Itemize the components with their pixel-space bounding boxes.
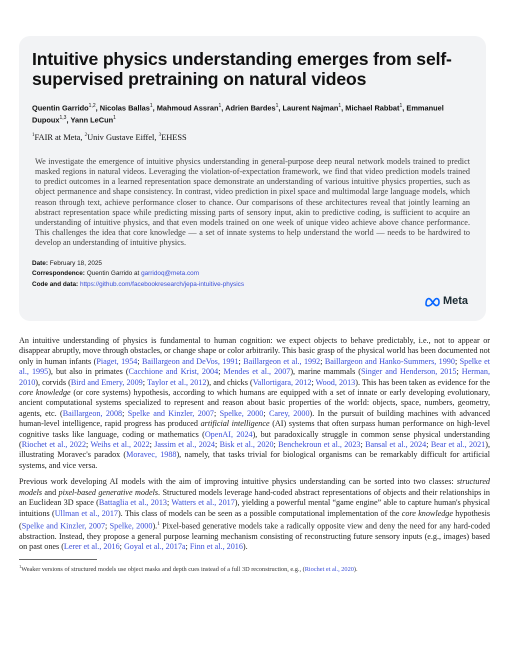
citation[interactable]: Bisk et al., 2020 bbox=[219, 440, 274, 450]
citation[interactable]: Vallortigara, 2012 bbox=[252, 377, 312, 387]
affiliation: FAIR at Meta bbox=[34, 132, 81, 142]
correspondence-label: Correspondence: bbox=[32, 270, 85, 278]
author-affil-mark: 1,3 bbox=[59, 115, 67, 122]
code-link[interactable]: https://github.com/facebookresearch/jepa-intuitive-physics bbox=[79, 280, 245, 288]
author-affil-mark: 1 bbox=[149, 103, 153, 109]
citation[interactable]: Moravec, 1988 bbox=[126, 450, 177, 460]
citation[interactable]: Weihs et al., 2022 bbox=[90, 440, 150, 450]
citation[interactable]: Ullman et al., 2017 bbox=[54, 508, 118, 518]
paper-metadata bbox=[32, 259, 473, 291]
paragraph-1: An intuitive understanding of physics is fundamental to human cognition: we expect objects to behave predictably, i.e., not to appear or disappear abruptly, move through obstacles, or change shape or color arbitrarily. This basic grasp of the physical world has been documented not only in human infants (Piaget, 1954; Baillargeon and DeVos, 1991; Baillargeon et al., 1992; Baillargeon and Hanko-Summers, 1990; Spelke et al., 1995), but also in primates (Cacchione and Krist, 2004; Mendes et al., 2007), marine mammals (Singer and Henderson, 2015; Herman, 2010), corvids (Bird and Emery, 2009; Taylor et al., 2012), and chicks (Vallortigara, 2012; Wood, 2013). This has been taken as evidence for the core knowledge (or core systems) hypothesis, according to which humans are equipped with a set of innate or early developing evolutionary, ancient computational systems specialized to represent and reason about basic properties of the world: objects, space, numbers, geometry, agents, etc. (Baillargeon, 2008; Spelke and Kinzler, 2007; Spelke, 2000; Carey, 2000). In the pursuit of building machines with advanced human-level intelligence, rapid progress has produced artificial intelligence (AI) systems that often surpass human performance on high-level cognitive tasks like language, coding or mathematics (OpenAI, 2024), but paradoxically struggle in common sense physical understanding (Riochet et al., 2022; Weihs et al., 2022; Jassim et al., 2024; Bisk et al., 2020; Benchekroun et al., 2023; Bansal et al., 2024; Bear et al., 2021), illustrating Moravec's paradox (Moravec, 1988), namely, that tasks trivial for biological organisms can be remarkably difficult for artificial systems, and vice versa. bbox=[19, 336, 491, 470]
citation[interactable]: Finn et al., 2016 bbox=[189, 542, 243, 552]
code-label: Code and data: bbox=[32, 280, 79, 288]
citation[interactable]: Watters et al., 2017 bbox=[171, 498, 235, 508]
citation[interactable]: Cacchione and Krist, 2004 bbox=[128, 367, 219, 377]
citation[interactable]: Jassim et al., 2024 bbox=[154, 440, 215, 450]
author-affil-mark: 1 bbox=[399, 103, 403, 109]
citation[interactable]: Spelke et al., 1995 bbox=[19, 356, 490, 377]
date-label: Date: bbox=[32, 259, 48, 267]
date-line bbox=[32, 259, 473, 270]
correspondence-name: Quentin Garrido at bbox=[86, 270, 140, 278]
author-affil-mark: 1,2 bbox=[88, 103, 96, 109]
affil-mark: 3 bbox=[158, 132, 162, 138]
author-name: Yann LeCun bbox=[70, 115, 114, 125]
citation[interactable]: Goyal et al., 2017a bbox=[123, 542, 186, 552]
affil-mark: 2 bbox=[84, 132, 88, 138]
citation[interactable]: Battaglia et al., 2013 bbox=[98, 498, 167, 508]
footnote-text: Weaker versions of structured models use object masks and depth cues instead of a full 3D reconstruction, e.g., ( bbox=[21, 565, 305, 573]
affil-mark: 1 bbox=[32, 132, 35, 138]
citation[interactable]: Benchekroun et al., 2023 bbox=[278, 440, 361, 450]
citation[interactable]: Piaget, 1954 bbox=[96, 356, 138, 366]
citation[interactable]: Riochet et al., 2022 bbox=[21, 440, 87, 450]
affiliation: Univ Gustave Eiffel bbox=[87, 132, 155, 142]
email-link[interactable]: garridoq@meta.com bbox=[141, 270, 200, 278]
citation[interactable]: Bear et al., 2021 bbox=[430, 440, 486, 450]
citation[interactable]: Bird and Emery, 2009 bbox=[70, 377, 143, 387]
footnote bbox=[19, 563, 490, 574]
citation[interactable]: Spelke, 2000 bbox=[109, 521, 153, 531]
footnote-divider bbox=[19, 559, 97, 560]
author-affil-mark: 1 bbox=[218, 103, 222, 109]
citation[interactable]: Baillargeon and Hanko-Summers, 1990 bbox=[324, 356, 455, 366]
affiliation: EHESS bbox=[161, 132, 187, 142]
author-affil-mark: 1 bbox=[275, 103, 279, 109]
author-list: Quentin Garrido$^{1,2}$, Nicolas Ballas$^1$, Mahmoud Assran$^1$, Adrien Bardes$^1$, Laurent Najman$^1$, Michael Rabbat$^1$, Emmanuel Dupoux$^{1,3}$, Yann LeCun$^1$ bbox=[32, 103, 444, 125]
citation[interactable]: Singer and Henderson, 2015 bbox=[361, 367, 457, 377]
citation[interactable]: Bansal et al., 2024 bbox=[365, 440, 427, 450]
citation[interactable]: Herman, 2010 bbox=[19, 367, 490, 387]
citation[interactable]: Spelke and Kinzler, 2007 bbox=[127, 408, 214, 418]
citation[interactable]: Carey, 2000 bbox=[269, 408, 310, 418]
citation[interactable]: Mendes et al., 2007 bbox=[223, 367, 291, 377]
citation[interactable]: Baillargeon et al., 1992 bbox=[243, 356, 321, 366]
meta-logo bbox=[424, 295, 468, 307]
paragraph-2: Previous work developing AI models with the aim of improving intuitive physics understanding can be sorted into two classes: structured models and pixel-based generative models. Structured models leverage hand-coded abstract representations of objects and their relationships in an Euclidean 3D space (Battaglia et al., 2013; Watters et al., 2017), yielding a powerful mental “game engine” able to capture human's physical intuitions (Ullman et al., 2017). This class of models can be seen as a possible computational implementation of the core knowledge hypothesis (Spelke and Kinzler, 2007; Spelke, 2000).$^1$ Pixel-based generative models take a radically opposite view and deny the need for any hard-coded abstraction. Instead, they propose a general purpose learning mechanism consisting of reconstructing future sensory inputs (e.g., images) based on past ones (Lerer et al., 2016; Goyal et al., 2017a; Finn et al., 2016). bbox=[19, 477, 491, 552]
body-text bbox=[19, 336, 490, 574]
author-name: Nicolas Ballas bbox=[99, 103, 150, 113]
abstract: We investigate the emergence of intuitive physics understanding in general-purpose deep neural network models trained to predict masked regions in natural videos. Leveraging the violation-of-expectation framework, we find that video prediction models trained to predict outcomes in a learned representation space demonstrate an understanding of various intuitive physics properties, such as object permanence and shape consistency. In contrast, video prediction in pixel space and multimodal large language models, which reason through text, achieve performance closer to chance. Our comparisons of these architectures reveal that jointly learning an abstract representation space while predicting missing parts of sensory input, akin to predictive coding, is sufficient to acquire an understanding of intuitive physics, and that even models trained on one week of unique video achieve above chance performance. This challenges the idea that core knowledge — a set of innate systems to help understand the world — needs to be hardwired to develop an understanding of intuitive physics. bbox=[35, 156, 470, 248]
author-name: Quentin Garrido bbox=[32, 103, 89, 113]
author-name: Emmanuel Dupoux bbox=[32, 103, 444, 125]
author-affil-mark: 1 bbox=[338, 103, 342, 109]
correspondence-line bbox=[32, 269, 473, 280]
author-affil-mark: 1 bbox=[113, 115, 116, 122]
paper-title: Intuitive physics understanding emerges from self-supervised pretraining on natural videos bbox=[32, 49, 452, 89]
citation[interactable]: Baillargeon, 2008 bbox=[62, 408, 123, 418]
author-name: Laurent Najman bbox=[282, 103, 339, 113]
author-name: Michael Rabbat bbox=[345, 103, 400, 113]
meta-infinity-icon bbox=[424, 296, 441, 307]
citation[interactable]: Baillargeon and DeVos, 1991 bbox=[142, 356, 239, 366]
citation[interactable]: Spelke, 2000 bbox=[219, 408, 264, 418]
citation[interactable]: Wood, 2013 bbox=[315, 377, 356, 387]
footnote-end: ). bbox=[353, 565, 358, 573]
citation[interactable]: Taylor et al., 2012 bbox=[146, 377, 207, 387]
date-value: February 18, 2025 bbox=[49, 259, 102, 267]
header-card bbox=[19, 36, 486, 321]
affiliations: $^1$FAIR at Meta, $^2$Univ Gustave Eiffel, $^3$EHESS bbox=[32, 132, 187, 142]
meta-logo-text: Meta bbox=[442, 295, 468, 307]
code-line bbox=[32, 280, 473, 291]
citation[interactable]: OpenAI, 2024 bbox=[204, 429, 253, 439]
author-name: Mahmoud Assran bbox=[156, 103, 219, 113]
footnote-mark: 1 bbox=[19, 563, 22, 569]
citation[interactable]: Spelke and Kinzler, 2007 bbox=[21, 521, 106, 531]
author-name: Adrien Bardes bbox=[225, 103, 276, 113]
citation[interactable]: Riochet et al., 2020 bbox=[304, 565, 354, 573]
citation[interactable]: Lerer et al., 2016 bbox=[63, 542, 120, 552]
